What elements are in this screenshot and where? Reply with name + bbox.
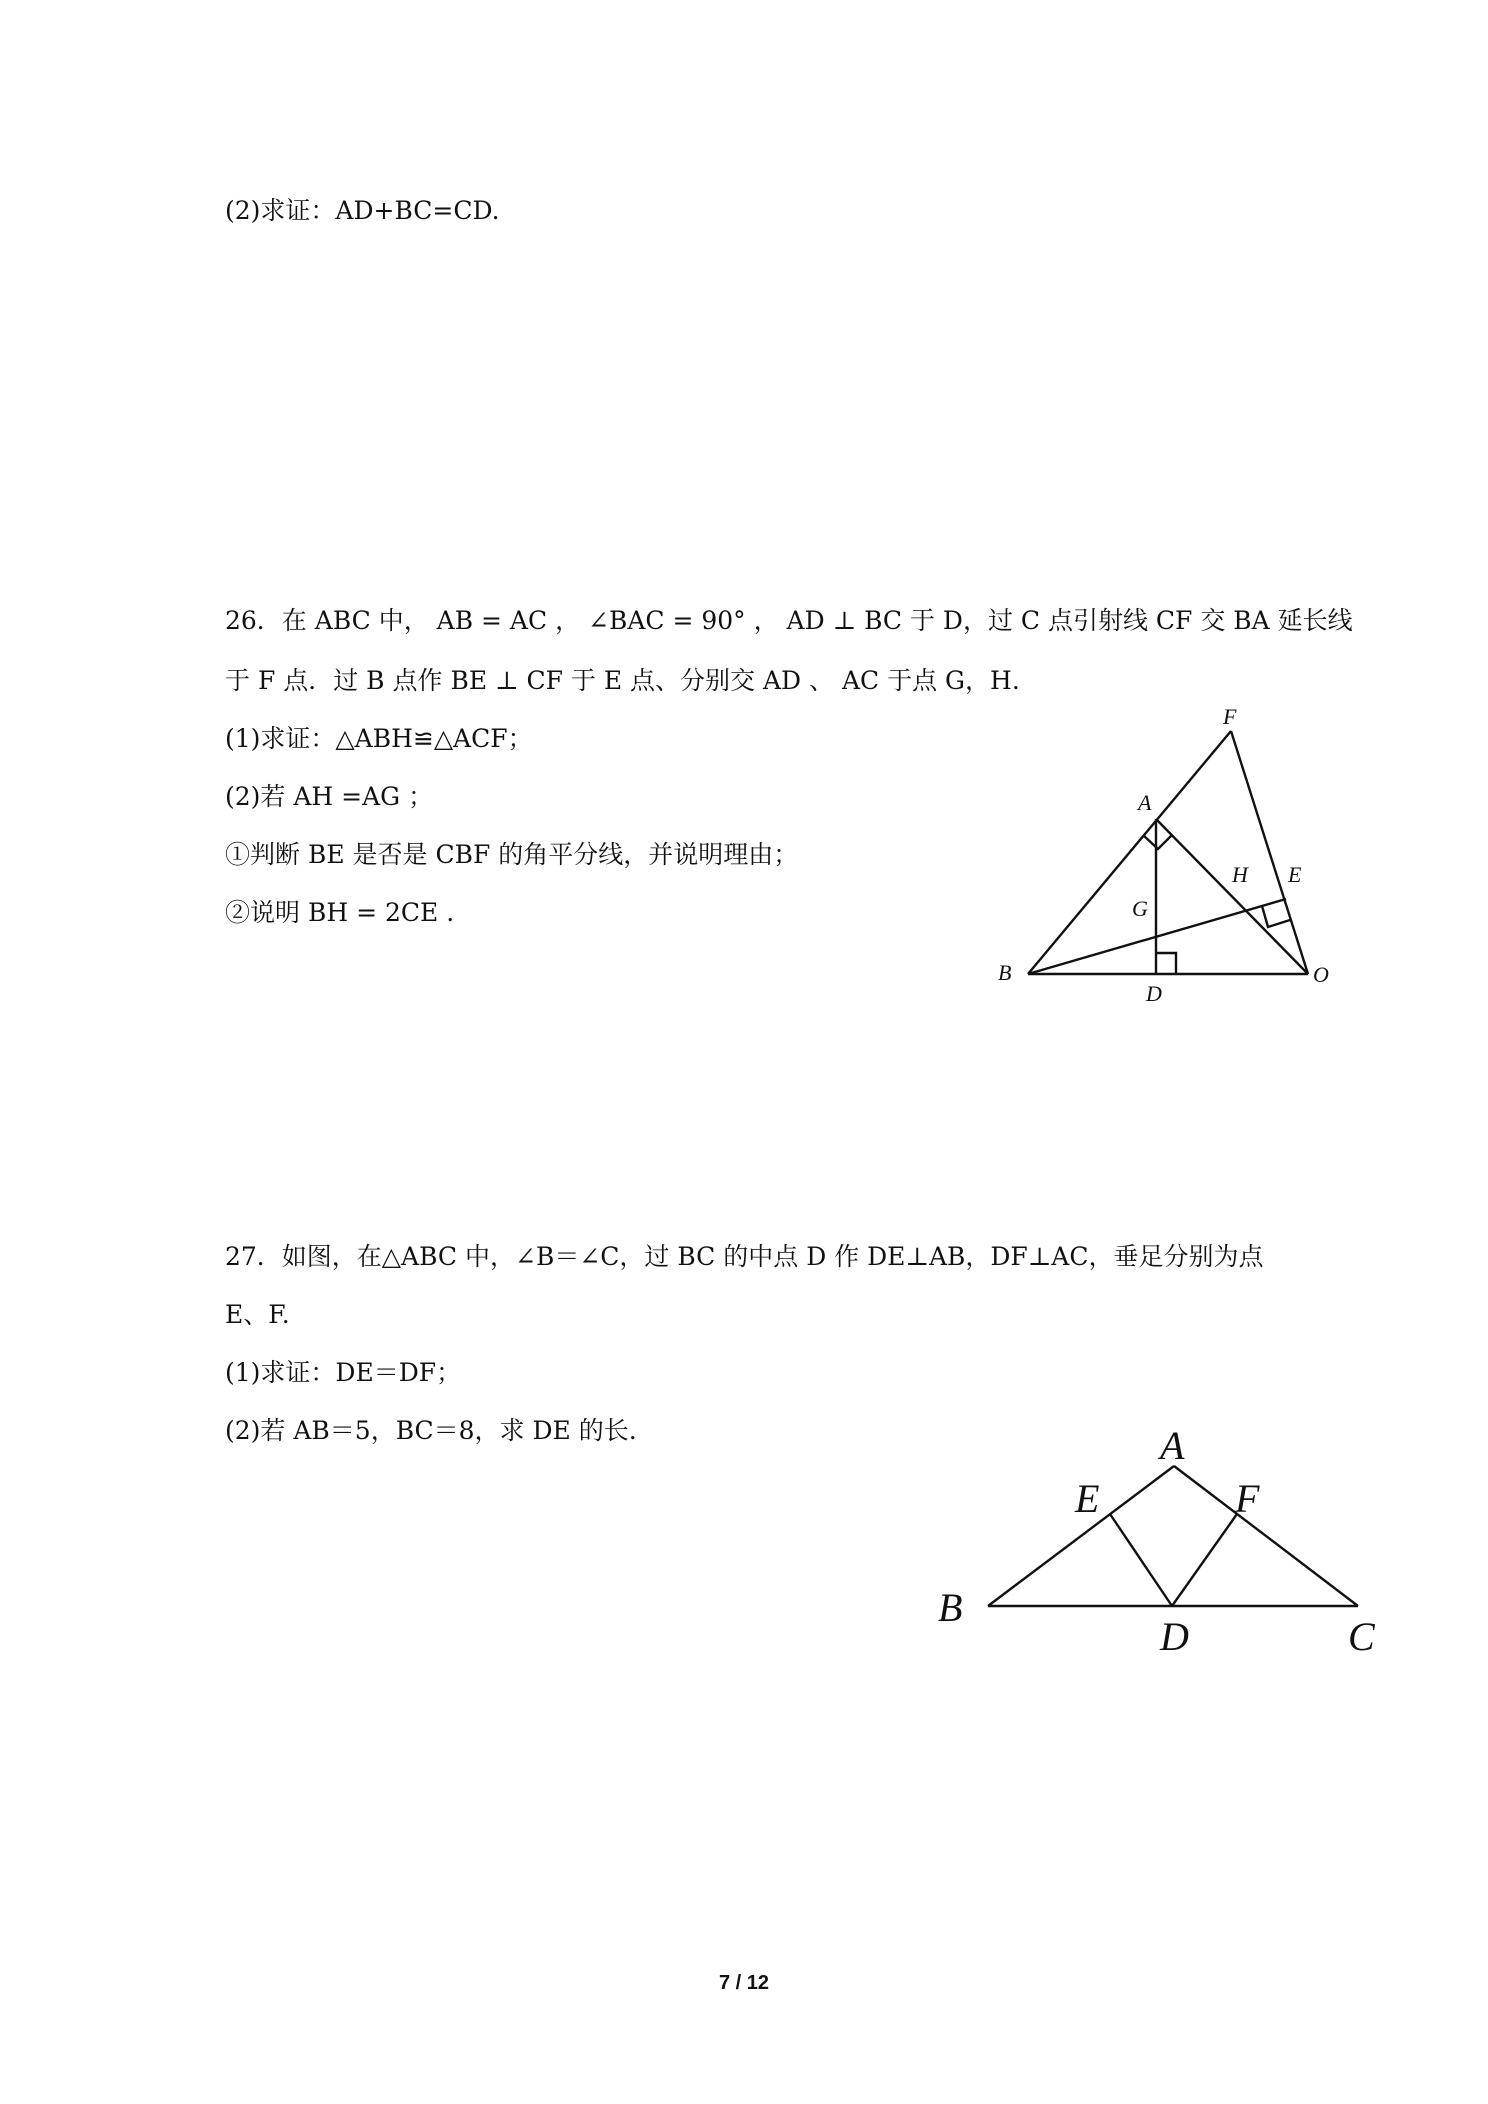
label-a: A bbox=[1160, 1423, 1185, 1468]
segment-df bbox=[1172, 1514, 1237, 1606]
label-g: G bbox=[1132, 896, 1148, 921]
label-c: C bbox=[1348, 1614, 1375, 1659]
label-e: E bbox=[1075, 1476, 1100, 1521]
q25-part2: (2)求证：AD+BC=CD. bbox=[225, 196, 500, 225]
label-d: D bbox=[1160, 1614, 1189, 1659]
label-f: F bbox=[1223, 704, 1237, 729]
q26-stem-line1: 26．在 ABC 中， AB = AC ， ∠BAC = 90° ， AD ⊥ BC 于 D，过 C 点引射线 CF 交 BA 延长线 bbox=[225, 606, 1353, 635]
label-h: H bbox=[1232, 862, 1248, 887]
q27-stem-line1: 27．如图，在△ABC 中，∠B＝∠C，过 BC 的中点 D 作 DE⊥AB，DF⊥AC，垂足分别为点 bbox=[225, 1242, 1264, 1271]
label-e: E bbox=[1288, 862, 1302, 887]
segment-ac bbox=[1174, 1466, 1358, 1606]
label-b: B bbox=[998, 960, 1012, 985]
q27-part2: (2)若 AB＝5，BC＝8，求 DE 的长. bbox=[225, 1416, 637, 1445]
q26-part2: (2)若 AH =AG ； bbox=[225, 782, 434, 811]
q26-sub1: ①判断 BE 是否是 CBF 的角平分线，并说明理由； bbox=[225, 840, 799, 869]
label-o: O bbox=[1313, 962, 1329, 987]
q26-part1: (1)求证：△ABH≌△ACF； bbox=[225, 724, 533, 753]
q26-sub2: ②说明 BH = 2CE . bbox=[225, 898, 455, 927]
label-a: A bbox=[1138, 790, 1152, 815]
page-number: 7 / 12 bbox=[718, 1972, 770, 1994]
q27-stem-line2: E、F. bbox=[225, 1300, 290, 1329]
label-d: D bbox=[1146, 981, 1162, 1006]
q27-figure-lines bbox=[988, 1466, 1358, 1606]
q27-part1: (1)求证：DE＝DF； bbox=[225, 1358, 462, 1387]
q26-stem-line2: 于 F 点．过 B 点作 BE ⊥ CF 于 E 点、分别交 AD 、 AC 于点 G，H. bbox=[225, 666, 1020, 695]
label-f: F bbox=[1235, 1476, 1260, 1521]
segment-de bbox=[1110, 1514, 1172, 1606]
label-b: B bbox=[938, 1585, 963, 1630]
